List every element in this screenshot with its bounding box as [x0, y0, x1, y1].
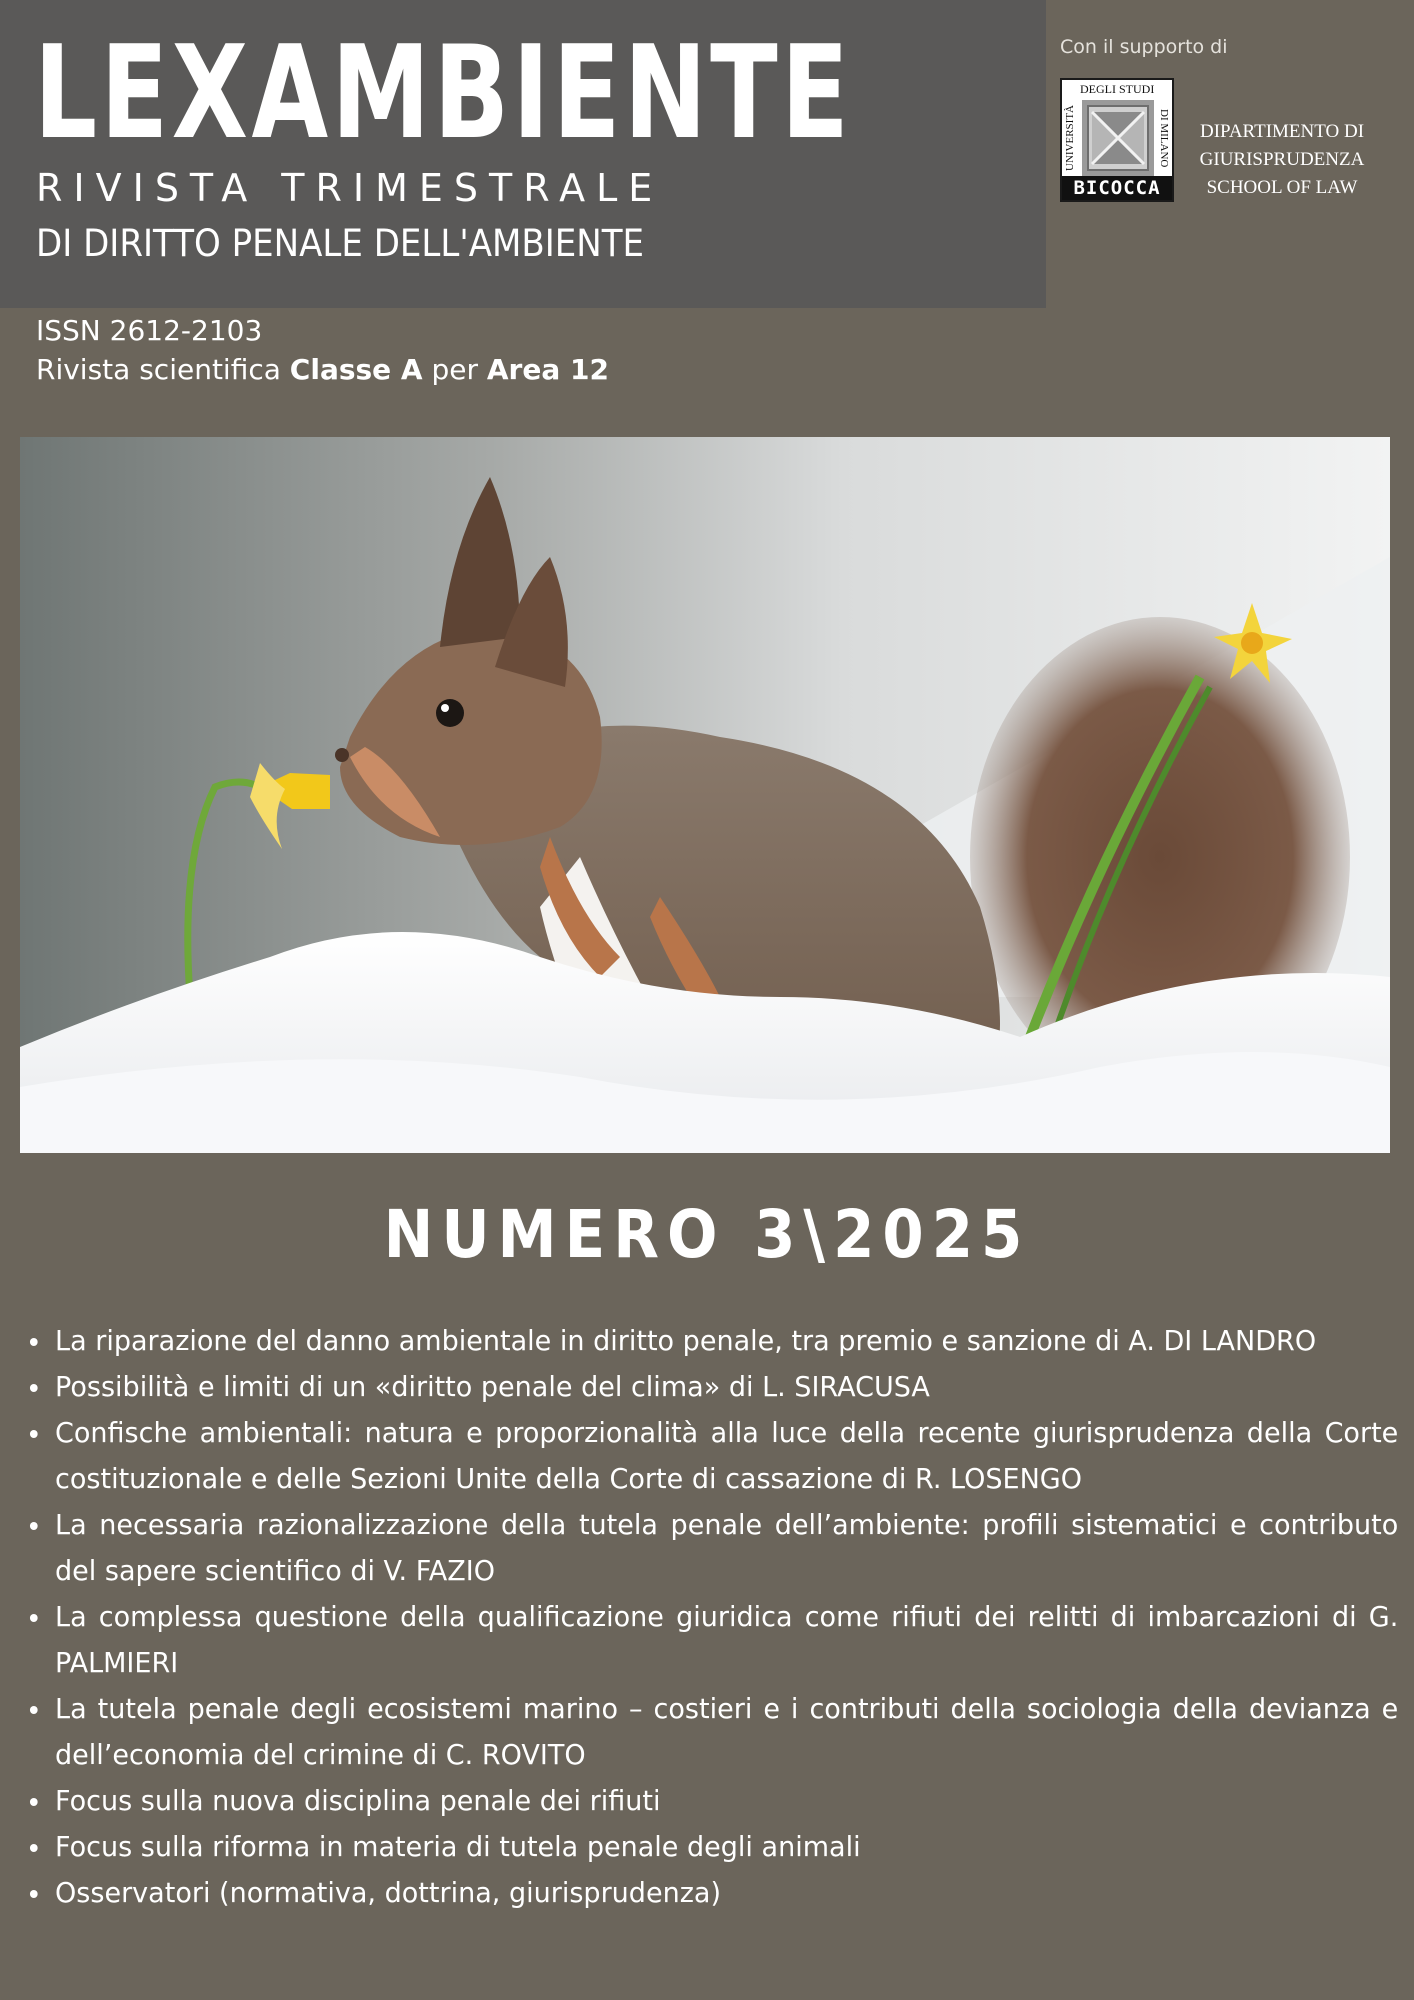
- logo-right-text: DI MILANO: [1158, 108, 1170, 168]
- classification-mid: per: [422, 353, 487, 386]
- list-item: Osservatori (normativa, dottrina, giurisprudenza): [28, 1870, 1398, 1916]
- department-line-2: GIURISPRUDENZA: [1199, 149, 1365, 170]
- classification: [36, 353, 609, 386]
- classification-prefix: Rivista scientifica: [36, 353, 290, 386]
- list-item: La riparazione del danno ambientale in diritto penale, tra premio e sanzione di A. DI LANDRO: [28, 1318, 1398, 1364]
- issn: ISSN 2612-2103: [36, 314, 263, 347]
- table-of-contents: [28, 1318, 1399, 1916]
- department-line-3: SCHOOL OF LAW: [1206, 177, 1358, 198]
- list-item: La necessaria razionalizzazione della tutela penale dell’ambiente: profili sistematici e contributo del sapere scientifico di V. FAZIO: [28, 1502, 1398, 1594]
- logo-top-text: DEGLI STUDI: [1080, 82, 1155, 96]
- classification-class: Classe A: [289, 353, 423, 386]
- logo-bottom-text: BICOCCA: [1062, 176, 1172, 200]
- journal-title: LEXAMBIENTE: [34, 19, 853, 168]
- logo-left-text: UNIVERSITÀ: [1064, 105, 1076, 171]
- classification-area: Area 12: [486, 353, 609, 386]
- list-item: Focus sulla riforma in materia di tutela penale degli animali: [28, 1824, 1398, 1870]
- cover-photo-squirrel: [20, 437, 1390, 1153]
- list-item: Focus sulla nuova disciplina penale dei rifiuti: [28, 1778, 1398, 1824]
- masthead: [0, 0, 1046, 308]
- journal-subtitle-2: DI DIRITTO PENALE DELL'AMBIENTE: [36, 222, 645, 265]
- department-name: [1182, 118, 1382, 202]
- university-logo: [1060, 78, 1174, 202]
- list-item: La tutela penale degli ecosistemi marino – costieri e i contributi della sociologia della devianza e dell’economia del crimine di C. ROVITO: [28, 1686, 1398, 1778]
- journal-subtitle: RIVISTA TRIMESTRALE: [36, 166, 664, 210]
- support-label: Con il supporto di: [1060, 36, 1228, 58]
- department-line-1: DIPARTIMENTO DI: [1199, 121, 1365, 142]
- list-item: Possibilità e limiti di un «diritto penale del clima» di L. SIRACUSA: [28, 1364, 1398, 1410]
- list-item: Confische ambientali: natura e proporzionalità alla luce della recente giurisprudenza della Corte costituzionale e delle Sezioni Unite della Corte di cassazione di R. LOSENGO: [28, 1410, 1398, 1502]
- issue-number: NUMERO 3\2025: [383, 1196, 1031, 1273]
- list-item: La complessa questione della qualificazione giuridica come rifiuti dei relitti di imbarcazioni di G. PALMIERI: [28, 1594, 1398, 1686]
- university-emblem-icon: [1082, 100, 1154, 176]
